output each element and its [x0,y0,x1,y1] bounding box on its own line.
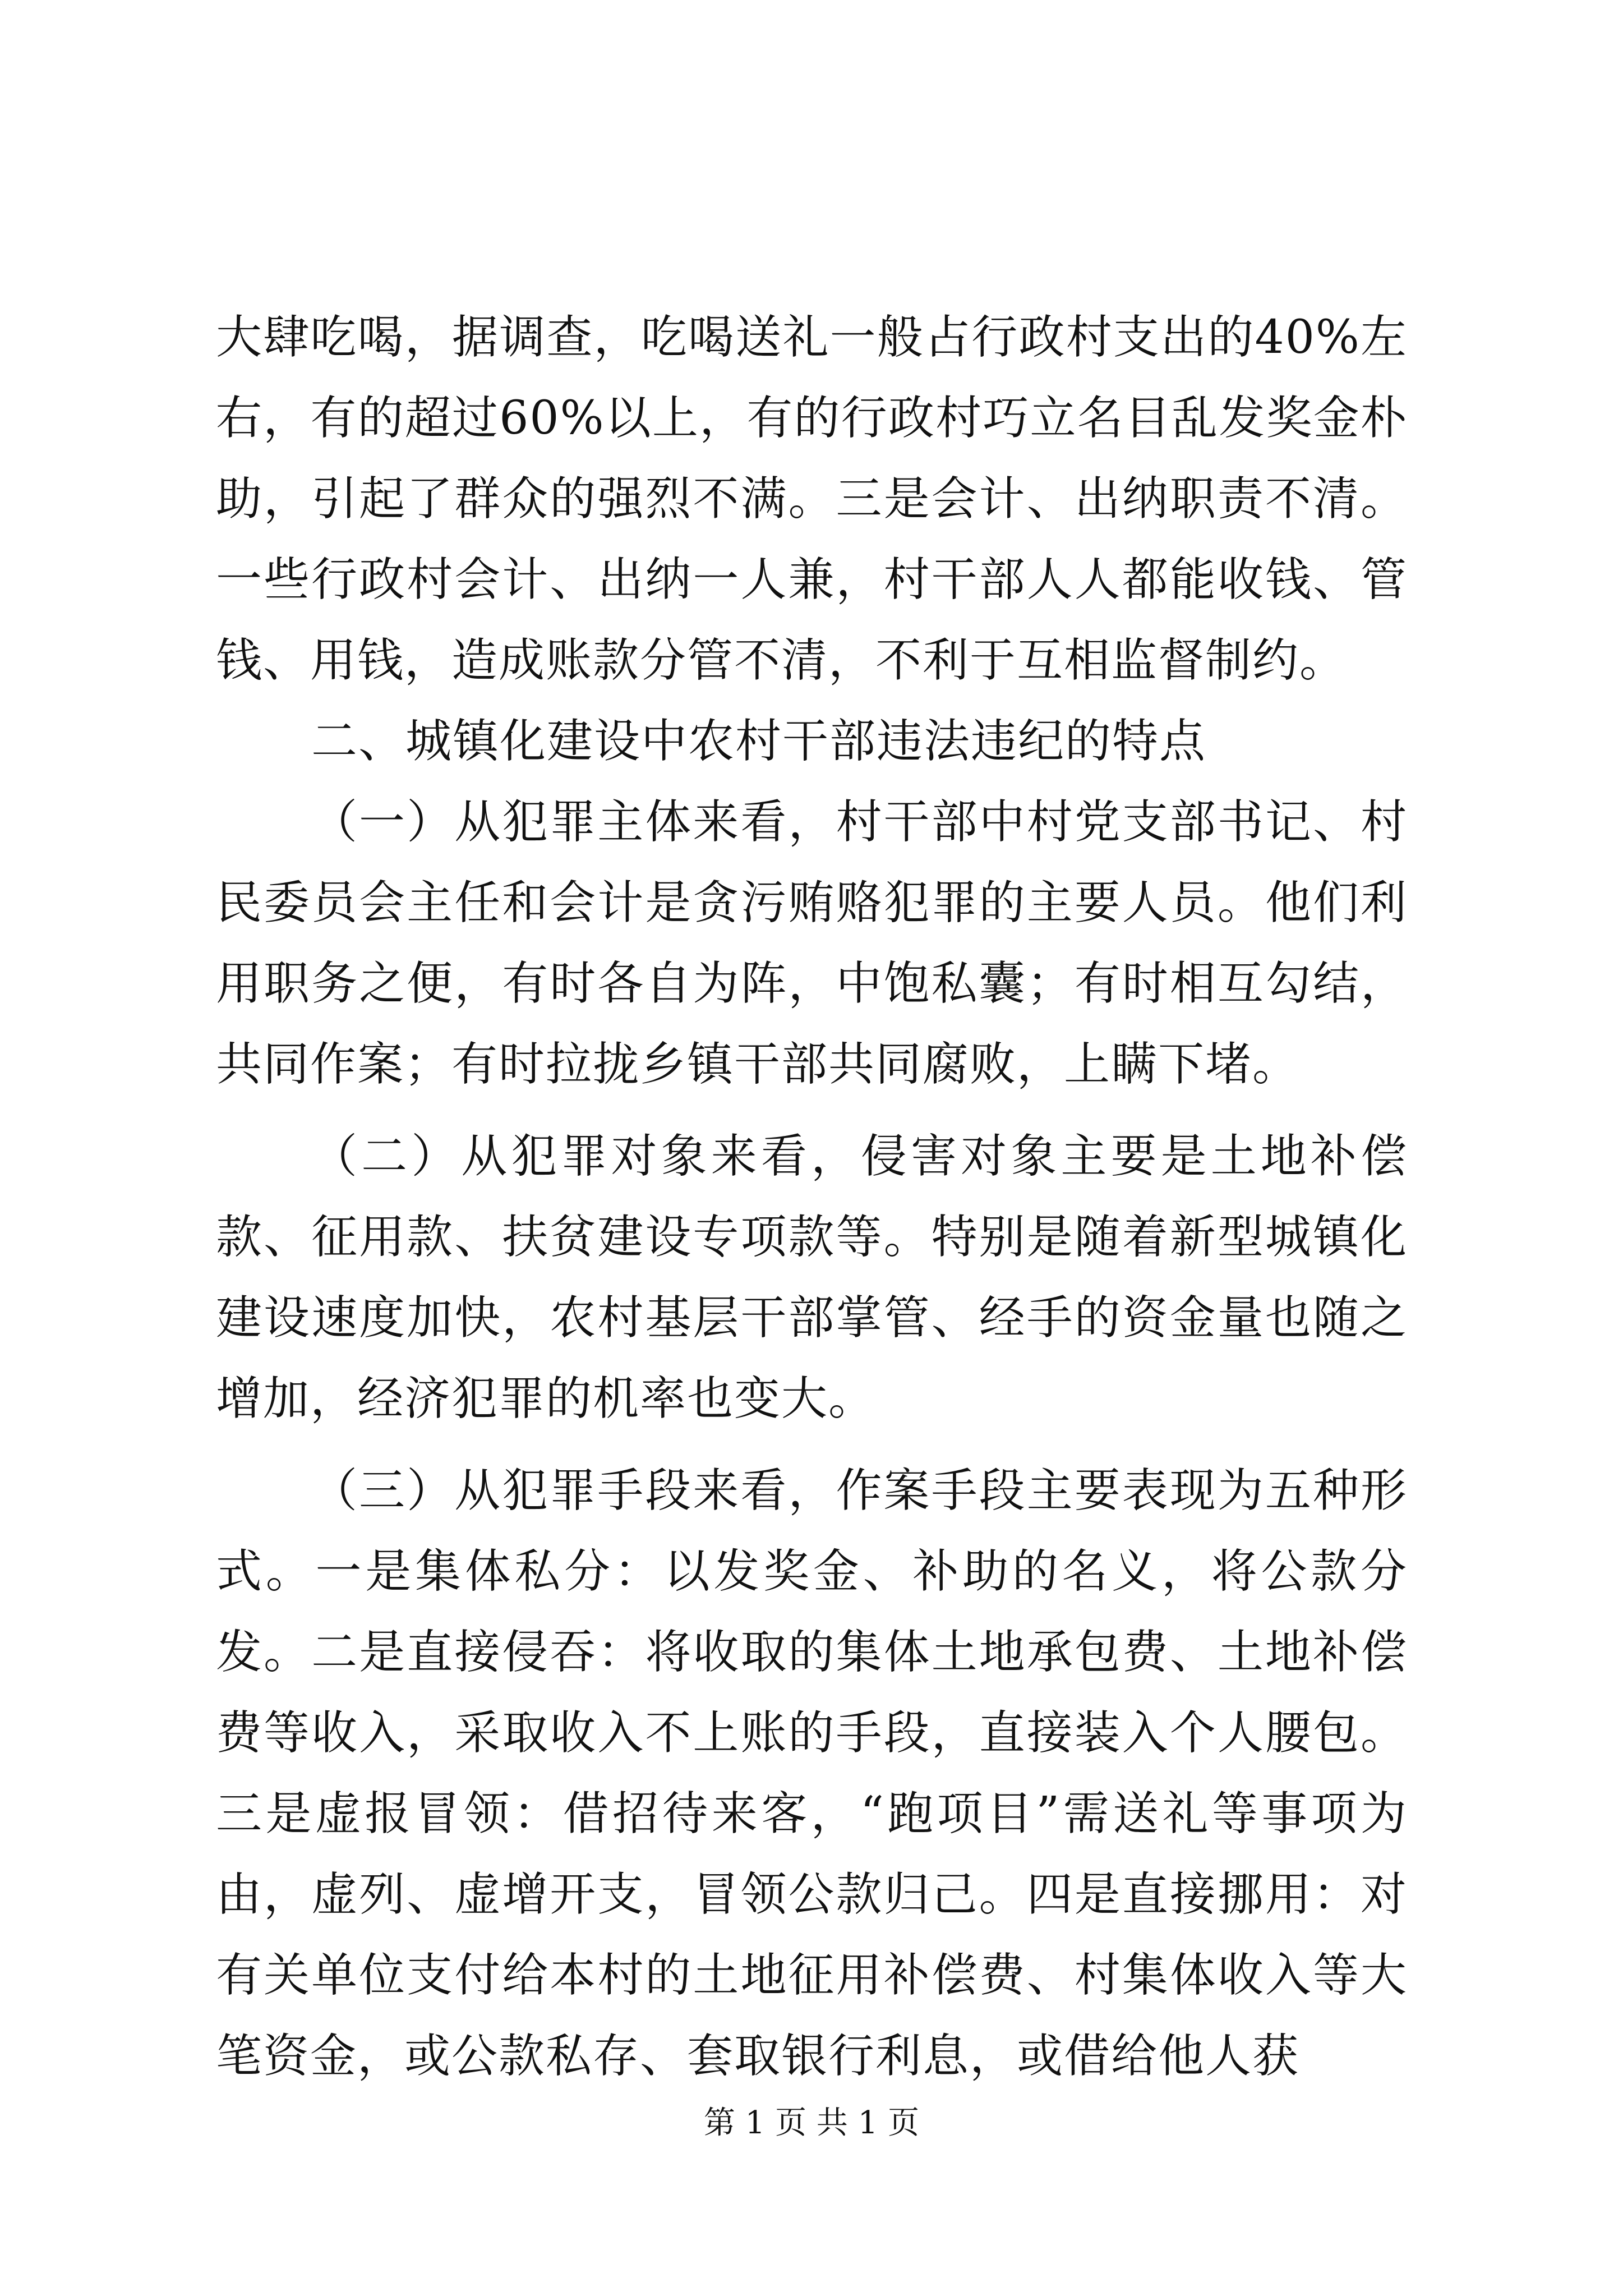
document-body [216,297,1408,2097]
paragraph-crime-object: （二）从犯罪对象来看，侵害对象主要是土地补偿款、征用款、扶贫建设专项款等。特别是随着新型城镇化建设速度加快，农村基层干部掌管、经手的资金量也随之增加，经济犯罪的机率也变大。 [216,1130,1408,1425]
section-heading: 二、城镇化建设中农村干部违法违纪的特点 [311,715,1207,768]
paragraph-continuation: 大肆吃喝，据调查，吃喝送礼一般占行政村支出的40%左右，有的超过60%以上，有的行政村巧立名目乱发奖金朴助，引起了群众的强烈不满。三是会计、出纳职责不清。一些行政村会计、出纳一人兼，村干部人人都能收钱、管钱、用钱，造成账款分管不清，不利于互相监督制约。 [216,311,1408,687]
paragraph-crime-means: （三）从犯罪手段来看，作案手段主要表现为五种形式。一是集体私分：以发奖金、补助的名义，将公款分发。二是直接侵吞：将收取的集体土地承包费、土地补偿费等收入，采取收入不上账的手段，直接装入个人腰包。三是虚报冒领：借招待来客，“跑项目”需送礼等事项为由，虚列、虚增开支，冒领公款归己。四是直接挪用：对有关单位支付给本村的土地征用补偿费、村集体收入等大笔资金，或公款私存、套取银行利息，或借给他人获 [216,1464,1408,2083]
page-footer: 第 1 页 共 1 页 [703,2105,920,2141]
paragraph-crime-subject: （一）从犯罪主体来看，村干部中村党支部书记、村民委员会主任和会计是贪污贿赂犯罪的主要人员。他们利用职务之便，有时各自为阵，中饱私囊；有时相互勾结，共同作案；有时拉拢乡镇干部共同腐败，上瞒下堵。 [216,795,1408,1091]
